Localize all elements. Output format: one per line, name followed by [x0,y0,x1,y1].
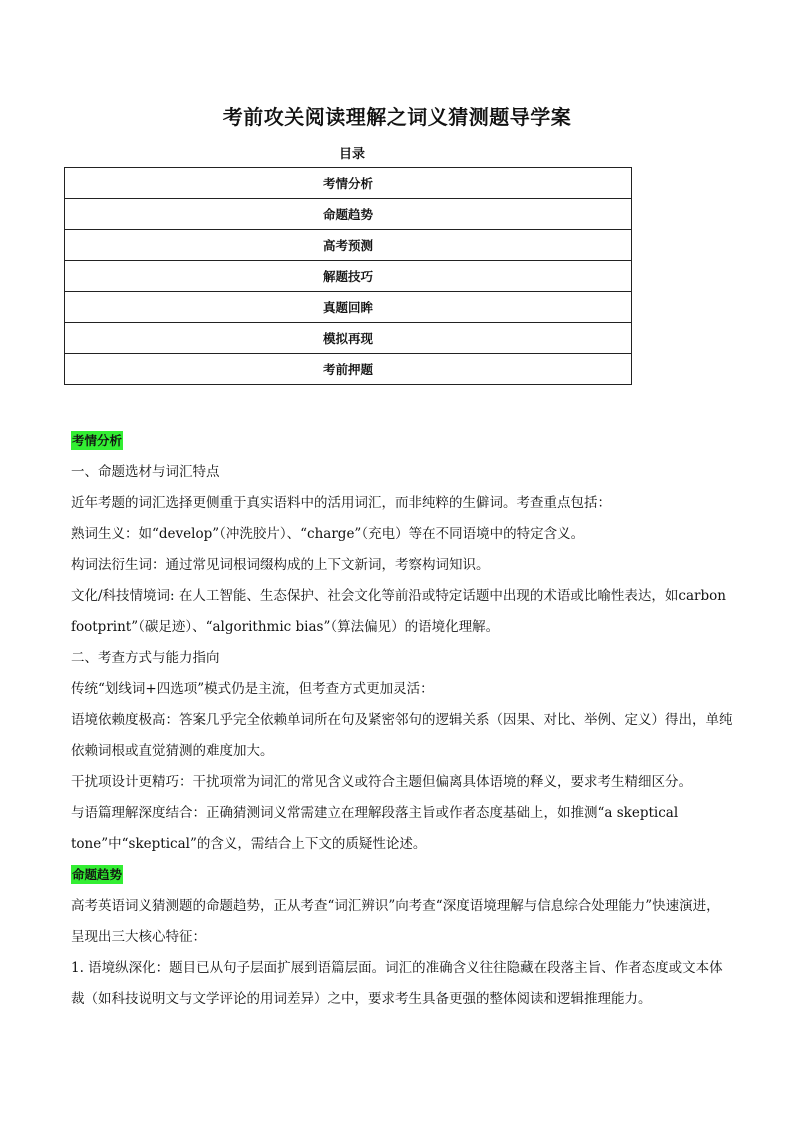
paragraph: 语境依赖度极高：答案几乎完全依赖单词所在句及紧密邻句的逻辑关系（因果、对比、举例、定义）得出，单纯依赖词根或直觉猜测的难度加大。 [71,712,733,759]
toc-table [64,167,632,385]
toc-heading: 目录 [338,147,365,162]
section-tag-trend: 命题趋势 [72,867,123,882]
toc-row [65,261,632,292]
document-body [71,426,733,1015]
document-title: 考前攻关阅读理解之词义猜测题导学案 [222,105,572,129]
toc-row [65,168,632,199]
section-tag-analysis: 考情分析 [72,433,123,448]
toc-item: 高考预测 [65,230,632,261]
paragraph: 近年考题的词汇选择更侧重于真实语料中的活用词汇，而非纯粹的生僻词。考查重点包括： [71,495,611,511]
toc-row [65,230,632,261]
toc-row [65,292,632,323]
toc-row [65,354,632,385]
section-heading: 一、命题选材与词汇特点 [71,464,220,480]
paragraph: 与语篇理解深度结合：正确猜测词义常需建立在理解段落主旨或作者态度基础上，如推测“a skeptical tone”中“skeptical”的含义，需结合上下文的质疑性论述。 [71,805,679,852]
paragraph: 文化/科技情境词: 在人工智能、生态保护、社会文化等前沿或特定话题中出现的术语或比喻性表达，如carbon footprint”（碳足迹）、“algorithmic bias”（算法偏见）的语境化理解。 [71,588,726,635]
toc-item: 考前押题 [65,354,632,385]
paragraph: 高考英语词义猜测题的命题趋势，正从考查“词汇辨识”向考查“深度语境理解与信息综合处理能力”快速演进，呈现出三大核心特征： [71,898,720,945]
paragraph: 干扰项设计更精巧：干扰项常为词汇的常见含义或符合主题但偏离具体语境的释义，要求考生精细区分。 [71,774,692,790]
paragraph: 1. 语境纵深化：题目已从句子层面扩展到语篇层面。词汇的准确含义往往隐藏在段落主旨、作者态度或文本体裁（如科技说明文与文学评论的用词差异）之中，要求考生具备更强的整体阅读和逻辑推理能力。 [71,960,723,1007]
toc-item: 解题技巧 [65,261,632,292]
toc-item: 模拟再现 [65,323,632,354]
toc-row [65,323,632,354]
paragraph: 传统“划线词+四选项”模式仍是主流，但考查方式更加灵活： [71,681,434,697]
paragraph: 熟词生义：如“develop”（冲洗胶片）、“charge”（充电）等在不同语境中的特定含义。 [71,526,585,542]
toc-item: 考情分析 [65,168,632,199]
paragraph: 构词法衍生词：通过常见词根词缀构成的上下文新词，考察构词知识。 [71,557,490,573]
section-heading: 二、考查方式与能力指向 [71,650,220,666]
toc-item: 命题趋势 [65,199,632,230]
toc-row [65,199,632,230]
toc-item: 真题回眸 [65,292,632,323]
